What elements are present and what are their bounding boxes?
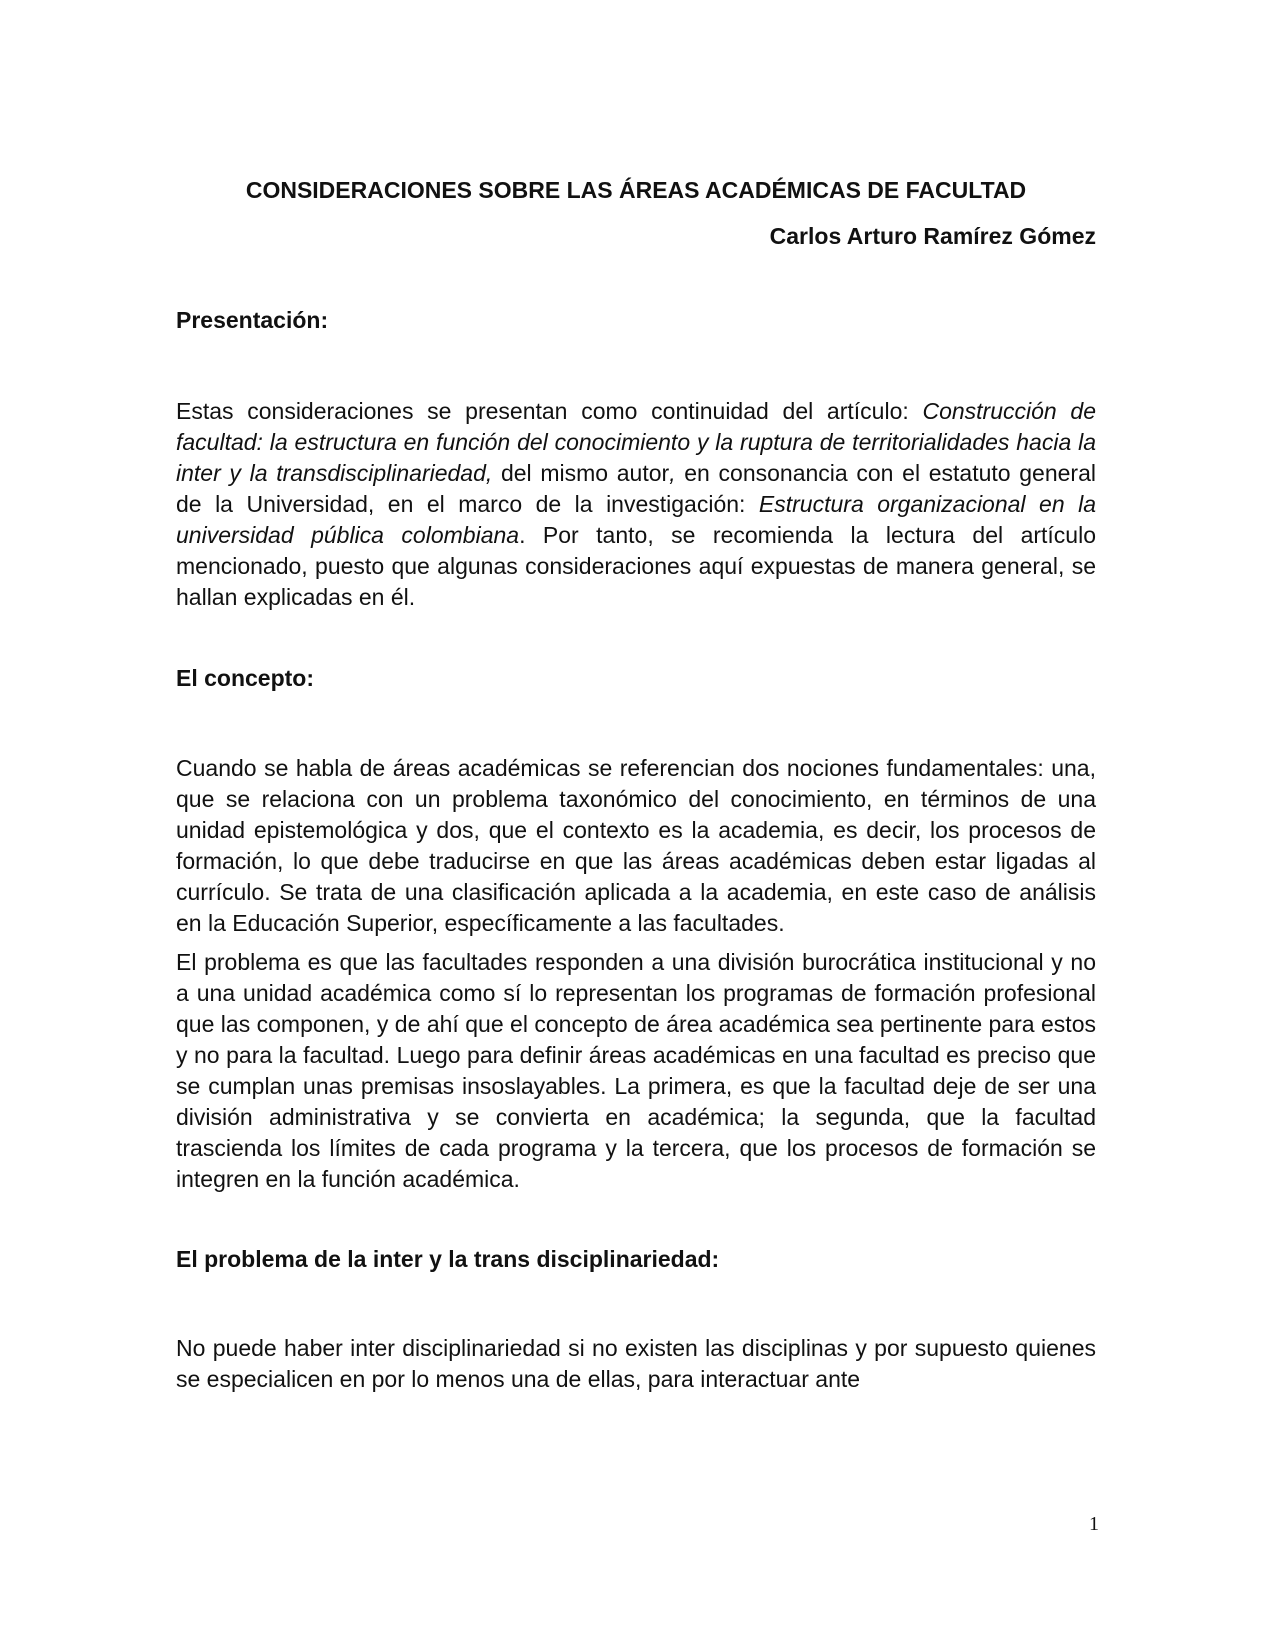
page-number: 1 [1089, 1513, 1099, 1535]
section-heading-problema: El problema de la inter y la trans disciplinariedad: [176, 1246, 720, 1272]
text-run: . Por tanto, se recomienda la lectura del artículo mencionado, puesto que algunas consideraciones aquí expuestas de manera general, se hallan explicadas en él. [176, 522, 1096, 610]
italic-research-title: Estructura organizacional en la universidad pública colombiana [176, 491, 1096, 548]
italic-comma: , [669, 460, 676, 486]
text-run: Estas consideraciones se presentan como continuidad del artículo: [176, 398, 923, 424]
document-author: Carlos Arturo Ramírez Gómez [769, 223, 1096, 249]
section-heading-concepto: El concepto: [176, 665, 315, 691]
paragraph-concepto-1: Cuando se habla de áreas académicas se referencian dos nociones fundamentales: una, que se relaciona con un problema taxonómico del conocimiento, en términos de una unidad epistemológica y dos, que el contexto es la academia, es decir, los procesos de formación, lo que debe traducirse en que las áreas académicas deben estar ligadas al currículo. Se trata de una clasificación aplicada a la academia, en este caso de análisis en la Educación Superior, específicamente a las facultades. [176, 755, 1096, 936]
text-run: en consonancia con el estatuto general de la Universidad, en el marco de la investigación: [176, 460, 1096, 517]
text-run: del mismo autor [492, 460, 670, 486]
paragraph-presentacion [176, 396, 1096, 613]
paragraph-concepto-2: El problema es que las facultades responden a una división burocrática institucional y no a una unidad académica como sí lo representan los programas de formación profesional que las componen, y de ahí que el concepto de área académica sea pertinente para estos y no para la facultad. Luego para definir áreas académicas en una facultad es preciso que se cumplan unas premisas insoslayables. La primera, es que la facultad deje de ser una división administrativa y se convierta en académica; la segunda, que la facultad trascienda los límites de cada programa y la tercera, que los procesos de formación se integren en la función académica. [176, 949, 1096, 1192]
italic-article-title: Construcción de facultad: la estructura en función del conocimiento y la ruptura de territorialidades hacia la inter y la transdisciplinariedad, [176, 398, 1096, 486]
paragraph-problema-1: No puede haber inter disciplinariedad si no existen las disciplinas y por supuesto quienes se especialicen en por lo menos una de ellas, para interactuar ante [176, 1335, 1096, 1392]
document-title: CONSIDERACIONES SOBRE LAS ÁREAS ACADÉMICAS DE FACULTAD [245, 177, 1027, 203]
section-heading-presentacion: Presentación: [176, 307, 329, 333]
